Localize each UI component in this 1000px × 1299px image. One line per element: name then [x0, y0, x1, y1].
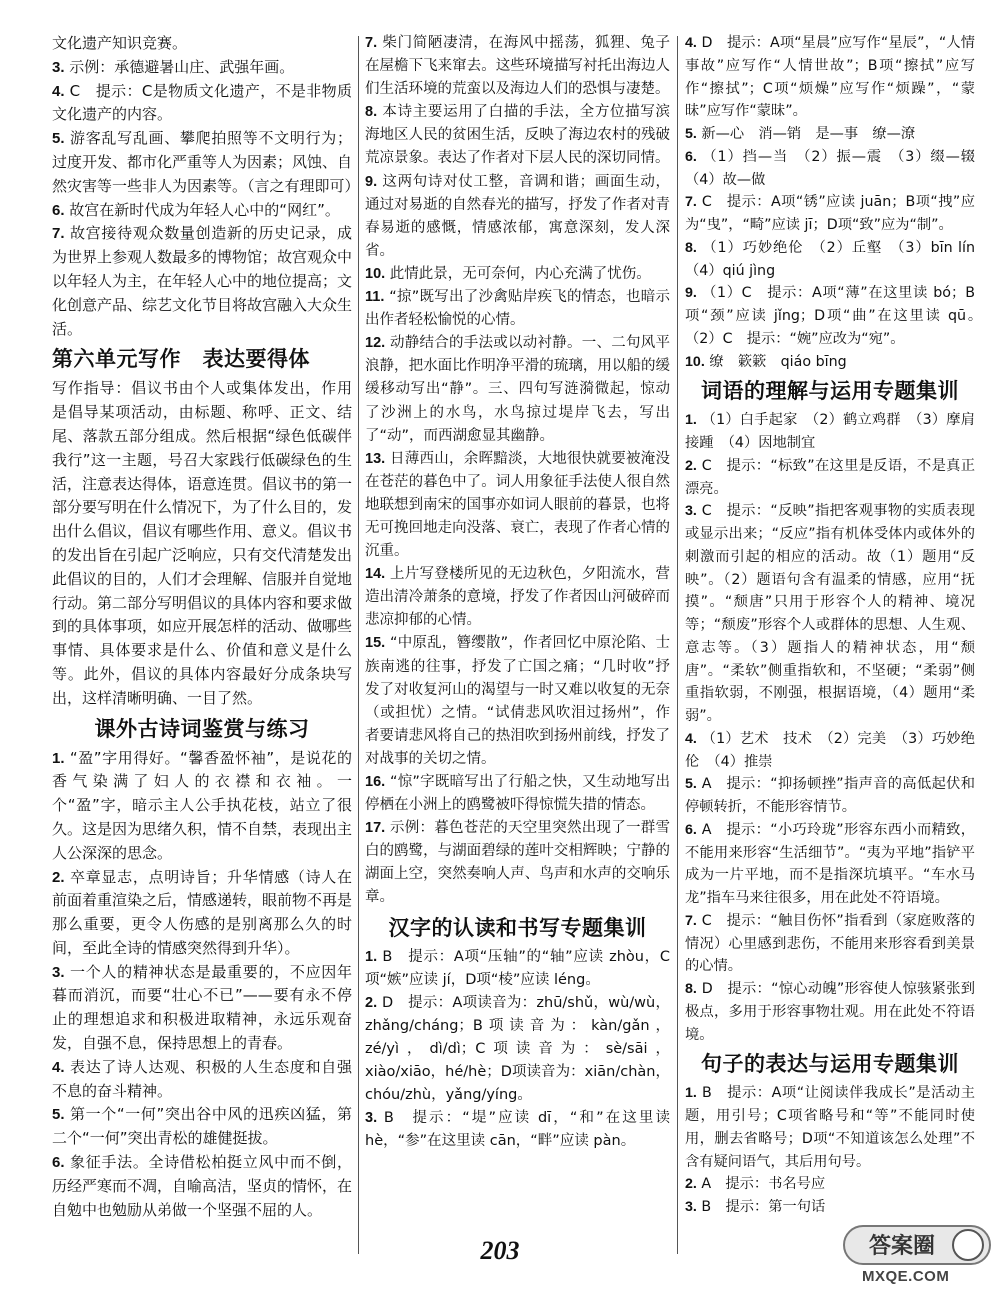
- answer-item: [685, 282, 990, 350]
- answer-item: [52, 222, 352, 341]
- answer-item: [685, 1173, 975, 1196]
- answer-text: C 提示：“反映”指把客观事物的实质表现或显示出来；“反应”指有机体受体内或体外的刺激而引起的相应的活动。故（1）题用“反映”。（2）题语句含有温柔的情感，应用“抚摸”。“颓唐”只用于形容个人的精神、境况等；“颓废”形容个人或群体的思想、人生观、意志等。（3）题指人的精神状态，用“颓唐”。“柔软”侧重指软和，不坚硬；“柔弱”侧重指软弱，不刚强，根据语境，（4）题用“柔弱”。: [685, 503, 976, 724]
- answer-number: 5.: [685, 776, 697, 793]
- answer-item: [52, 1151, 352, 1222]
- answer-number: 2.: [52, 868, 65, 886]
- answer-text: B 提示：第一句话: [701, 1199, 826, 1215]
- section-heading-writing: 第六单元写作 表达要得体: [52, 347, 310, 372]
- answer-item: [365, 946, 670, 992]
- answer-item: [365, 632, 670, 771]
- column-left: [52, 32, 360, 1222]
- answer-text: 示例：暮色苍茫的天空里突然出现了一群雪白的鸥鹭，与湖面碧绿的莲叶交相辉映；宁静的湖面上空，突然奏响人声、鸟声和水声的交响乐章。: [365, 820, 670, 906]
- answer-item: [365, 1107, 670, 1153]
- answer-text: 一个人的精神状态是最重要的，不应因年暮而消沉，而要“壮心不已”——要有永不停止的理想追求和积极进取精神，永远乐观奋发，自强不息，保持思想上的青春。: [52, 962, 352, 1053]
- answer-number: 9.: [685, 285, 697, 302]
- answer-item: [365, 286, 670, 332]
- answer-number: 14.: [365, 566, 386, 583]
- answer-text: 本诗主要运用了白描的手法，全方位描写滨海地区人民的贫困生活，反映了海边农村的残破荒凉景象。表达了作者对下层人民的深切同情。: [365, 104, 671, 167]
- watermark-badge-icon: [842, 1222, 992, 1268]
- answer-number: 16.: [365, 774, 386, 790]
- answer-number: 4.: [685, 35, 697, 51]
- answer-text: 故宫在新时代成为年轻人心中的“网红”。: [69, 200, 340, 219]
- answer-text: 动静结合的手法或以动衬静。一、二句风平浪静，把水面比作明净平滑的琉璃，用以船的缓缓移动写出“静”。三、四句写涟漪微起，惊动了沙洲上的水鸟，水鸟掠过堤岸飞去，写出了“动”，而西湖愈显其幽静。: [365, 335, 670, 444]
- answer-text: D 提示：“惊心动魄”形容使人惊骇紧张到极点，多用于形容事物壮观。用在此处不符语境。: [685, 981, 975, 1043]
- answer-number: 5.: [52, 1106, 65, 1124]
- answer-text: 第一个“一何”突出谷中风的迅疾凶猛，第二个“一何”突出青松的雄健挺拔。: [52, 1105, 352, 1148]
- answer-item: [365, 448, 670, 563]
- answer-item: [52, 961, 352, 1056]
- answer-text: 示例：承德避暑山庄、武强年画。: [69, 57, 295, 76]
- column-right: [685, 32, 990, 1219]
- answer-number: 4.: [685, 730, 697, 747]
- answer-item: [685, 773, 975, 819]
- answer-number: 15.: [365, 635, 386, 652]
- answer-number: 3.: [685, 503, 697, 520]
- answer-text: 缭 簌簌 qiáo bīng: [709, 353, 847, 370]
- answer-number: 3.: [685, 1199, 697, 1215]
- page-number: 203: [480, 1236, 520, 1265]
- answer-item: [365, 263, 670, 286]
- answer-text: A 提示：“小巧玲珑”形容东西小而精致，不能用来形容“生活细节”。“夷为平地”指铲平成为一片平地，而不是指深坑填平。“车水马龙”指车马来往很多，用在此处不符语境。: [685, 821, 976, 906]
- answer-item: [52, 1103, 352, 1151]
- answer-item: [365, 817, 670, 909]
- answer-item: [685, 1082, 975, 1173]
- answer-number: 1.: [685, 1085, 697, 1102]
- answer-number: 10.: [365, 265, 386, 282]
- answer-item: [685, 500, 975, 728]
- answer-number: 12.: [365, 335, 386, 352]
- answer-list: [365, 32, 670, 910]
- answer-item: [52, 747, 352, 866]
- answer-number: 3.: [52, 58, 65, 76]
- section-heading-sentences: 句子的表达与运用专题集训: [701, 1052, 959, 1077]
- answer-number: 7.: [685, 194, 697, 211]
- answer-number: 17.: [365, 820, 386, 837]
- answer-text: 游客乱写乱画、攀爬拍照等不文明行为；过度开发、都市化严重等人为因素；风蚀、自然灾害等一些非人为因素等。（言之有理即可）: [52, 129, 360, 195]
- answer-number: 6.: [685, 148, 697, 165]
- answer-number: 13.: [365, 450, 386, 467]
- answer-item: [52, 866, 352, 961]
- answer-number: 5.: [685, 126, 697, 142]
- answer-item: [685, 351, 975, 374]
- answer-number: 7.: [365, 35, 378, 51]
- answer-number: 2.: [365, 994, 378, 1011]
- answer-text: 柴门简陋凄清，在海风中摇荡，狐狸、兔子在屋檐下飞来窜去。这些环境描写衬托出海边人们生活环境的荒蛮以及海边人们的恐惧与凄楚。: [365, 35, 671, 98]
- answer-text: （1）巧妙绝伦 （2）丘壑 （3）bīn lín （4）qiú jìng: [685, 239, 990, 279]
- answer-item: [365, 101, 670, 170]
- answer-number: 9.: [365, 173, 378, 190]
- answer-number: 8.: [685, 981, 697, 997]
- answer-number: 7.: [52, 225, 65, 243]
- answer-item: [685, 728, 975, 774]
- answer-text: “惊”字既暗写出了行船之快，又生动地写出停栖在小洲上的鸥鹭被吓得惊慌失措的情态。: [365, 774, 671, 814]
- answer-list: [685, 409, 975, 1046]
- column-divider-right: [677, 36, 678, 1254]
- answer-text: C 提示：“触目伤怀”指看到（家庭败落的情况）心里感到悲伤，不能用来形容看到美景的心情。: [685, 912, 976, 975]
- answer-text: 此情此景，无可奈何，内心充满了忧伤。: [389, 265, 651, 282]
- answer-text: “盈”字用得好。“馨香盈怀袖”，是说花的香气染满了妇人的衣襟和衣袖。一个“盈”字，暗示主人公手执花枝，站立了很久。这是因为思绪久积，情不自禁，表现出主人公深深的思念。: [52, 748, 353, 862]
- answer-text: 表达了诗人达观、积极的人生态度和自强不息的奋斗精神。: [52, 1057, 352, 1100]
- answer-number: 7.: [685, 912, 697, 929]
- answer-text: （1）C 提示：A项“薄”在这里读 bó；B项“颈”应读 jǐng；D项“曲”在这里读 qū。 （2）C 提示：“婉”应改为“宛”。: [685, 285, 990, 347]
- answer-list: [685, 32, 990, 373]
- answer-text: A 提示：“抑扬顿挫”指声音的高低起伏和停顿转折，不能形容情节。: [685, 776, 976, 815]
- answer-item: [685, 191, 975, 237]
- answer-item: [52, 1056, 352, 1104]
- answer-number: 6.: [52, 1154, 65, 1172]
- answer-text: B 提示：“堤”应读 dī，“和”在这里读 hè，“参”在这里读 cān，“畔”应读 pàn。: [365, 1110, 671, 1150]
- answer-text: 新—心 消—销 是—事 缭—潦: [701, 126, 916, 142]
- answer-item: [52, 32, 352, 56]
- watermark-site: MXQE.COM: [862, 1268, 950, 1285]
- watermark-text: 答案圈: [868, 1234, 936, 1259]
- section-heading-words: 词语的理解与运用专题集训: [701, 379, 959, 404]
- answer-text: C 提示：“标致”在这里是反语，不是真正漂亮。: [685, 457, 976, 497]
- answer-item: [365, 563, 670, 632]
- answer-item: [685, 819, 975, 910]
- answer-text: “中原乱，簪缨散”，作者回忆中原沦陷、士族南逃的往事，抒发了亡国之痛；“几时收”抒发了对收复河山的渴望与一时又难以收复的无奈（或担忧）之情。“试倩悲风吹泪过扬州”，作者要请悲风将自己的热泪吹到扬州前线，抒发了对战事的关切之情。: [365, 635, 671, 767]
- answer-number: 10.: [685, 353, 705, 370]
- section-heading-poetry: 课外古诗词鉴赏与练习: [94, 716, 310, 741]
- writing-guide: [52, 377, 352, 710]
- answer-number: 8.: [685, 239, 697, 256]
- answer-text: （1）艺术 技术 （2）完美 （3）巧妙绝伦 （4）推崇: [685, 730, 976, 770]
- answer-text: B 提示：A项“让阅读伴我成长”是活动主题，用引号；C项省略号和“等”不能同时使用，删去省略号；D项“不知道该怎么处理”不含有疑问语气，其后用句号。: [685, 1085, 975, 1170]
- answer-number: 5.: [52, 130, 65, 148]
- answer-item: [685, 146, 990, 192]
- answer-number: 6.: [52, 201, 65, 219]
- answer-item: [685, 409, 975, 455]
- answer-text: D 提示：A项读音为：zhū/shǔ，wù/wù，zhǎng/cháng；B项读音为：kàn/gǎn，zé/yì，dì/dì；C项读音为：sè/sāi，xiào/xiāo，hé/hè；D项读音为：xiān/chàn，chóu/zhù，yǎng/yíng。: [365, 994, 670, 1104]
- answer-text: C 提示：C是物质文化遗产，不是非物质文化遗产的内容。: [52, 81, 352, 124]
- answer-text: （1）白手起家 （2）鹤立鸡群 （3）摩肩接踵 （4）因地制宜: [685, 412, 976, 451]
- answer-number: 8.: [365, 104, 378, 121]
- answer-list: [52, 747, 352, 1223]
- answer-item: [365, 332, 670, 447]
- answer-item: [685, 237, 990, 283]
- watermark-logo: [842, 1222, 992, 1290]
- answer-text: 卒章显志，点明诗旨；升华情感（诗人在前面着重渲染之后，情感递转，眼前物不再是那么重要，更令人伤感的是别离那么久的时间，至此全诗的情感突然得到升华）。: [52, 867, 353, 957]
- answer-text: “掠”既写出了沙禽贴岸疾飞的情态，也暗示出作者轻松愉悦的心情。: [365, 289, 670, 329]
- answer-text: 日薄西山，余晖黯淡，大地很快就要被淹没在苍茫的暮色中了。词人用象征手法使人很自然地联想到南宋的国事亦如词人眼前的暮景，也将无可挽回地走向没落、衰亡，表现了作者心情的沉重。: [365, 450, 670, 560]
- answer-item: [365, 771, 670, 817]
- answer-item: [365, 32, 670, 101]
- answer-text: 上片写登楼所见的无边秋色，夕阳流水，营造出清冷萧条的意境，抒发了作者因山河破碎而悲凉抑郁的心情。: [365, 566, 670, 629]
- answer-number: 1.: [685, 412, 697, 429]
- answer-item: [685, 123, 975, 146]
- column-divider-left: [358, 36, 359, 1254]
- answer-text: 文化遗产知识竞赛。: [52, 34, 188, 52]
- answer-item: [52, 127, 360, 198]
- answer-item: [685, 978, 975, 1046]
- answer-item: [52, 199, 352, 223]
- answer-item: [52, 80, 352, 128]
- answer-text: D 提示：A项“星晨”应写作“星辰”，“人情事故”应写作“人情世故”；B项“擦拭”应写作“擦拭”；C项“烦燥”应写作“烦躁”，“蒙昧”应写作“蒙昧”。: [685, 35, 976, 120]
- answer-text: A 提示：书名号应: [701, 1176, 826, 1193]
- answer-item: [685, 910, 975, 978]
- answer-item: [52, 56, 352, 80]
- answer-number: 3.: [52, 963, 65, 981]
- answer-number: 3.: [365, 1110, 378, 1127]
- answer-text: C 提示：A项“锈”应读 juān；B项“拽”应为“曳”，“畸”应读 jī；D项“致”应为“制”。: [685, 194, 975, 233]
- answer-text: 象征手法。全诗借松柏挺立风中而不倒，历经严寒而不凋，自喻高洁，坚贞的情怀，在自勉中也勉励从弟做一个坚强不屈的人。: [52, 1153, 353, 1219]
- answer-number: 1.: [365, 948, 378, 965]
- writing-guide-text: 倡议书由个人或集体发出，作用是倡导某项活动，由标题、称呼、正文、结尾、落款五部分组成。然后根据“绿色低碳伴我行”这一主题，号召大家践行低碳绿色的生活，注意表达得体，语意连贯。倡议书的第一部分要写明在什么情况下，为了什么目的，发出什么倡议，倡议有哪些作用、意义。倡议书的发出旨在引起广泛响应，只有交代清楚发出此倡议的目的，人们才会理解、信服并自觉地行动。第二部分写明倡议的具体内容和要求做到的具体事项，如应开展怎样的活动、做哪些事情、具体要求是什么、价值和意义是什么等。此外，倡议的具体内容最好分成条块写出，这样清晰明确、一目了然。: [52, 379, 353, 707]
- answer-item: [685, 455, 975, 501]
- writing-guide-label: 写作指导：: [52, 379, 132, 398]
- answer-text: B 提示：A项“压轴”的“轴”应读 zhòu，C项“嫉”应读 jí，D项“棱”应读 léng。: [365, 948, 671, 988]
- answer-list: [685, 1082, 975, 1219]
- answer-number: 1.: [52, 749, 65, 767]
- answer-item: [685, 1196, 975, 1219]
- answer-item: [365, 992, 670, 1107]
- answer-number: 6.: [685, 821, 697, 838]
- answer-number: 4.: [52, 1058, 65, 1076]
- answer-number: 11.: [365, 289, 385, 306]
- section-heading-characters: 汉字的认读和书写专题集训: [388, 915, 647, 940]
- answer-number: 2.: [685, 457, 697, 474]
- answer-text: 这两句诗对仗工整，音调和谐；画面生动，通过对易逝的自然春光的描写，抒发了作者对青春易逝的感慨，情感浓郁，寓意深刻，发人深省。: [365, 173, 671, 259]
- answer-number: 2.: [685, 1176, 697, 1193]
- answer-item: [365, 171, 670, 263]
- answer-list: [52, 32, 360, 341]
- answer-item: [685, 32, 975, 123]
- answer-list: [365, 946, 670, 1154]
- answer-text: （1）挡—当 （2）振—震 （3）缀—辍 （4）故—做: [685, 148, 990, 188]
- answer-number: 4.: [52, 82, 65, 100]
- answer-text: 故宫接待观众数量创造新的历史记录，成为世界上参观人数最多的博物馆；故宫观众中以年轻人为主，在年轻人心中的地位提高；文化创意产品、综艺文化节目将故宫融入大众生活。: [52, 224, 353, 338]
- column-middle: [365, 32, 670, 1153]
